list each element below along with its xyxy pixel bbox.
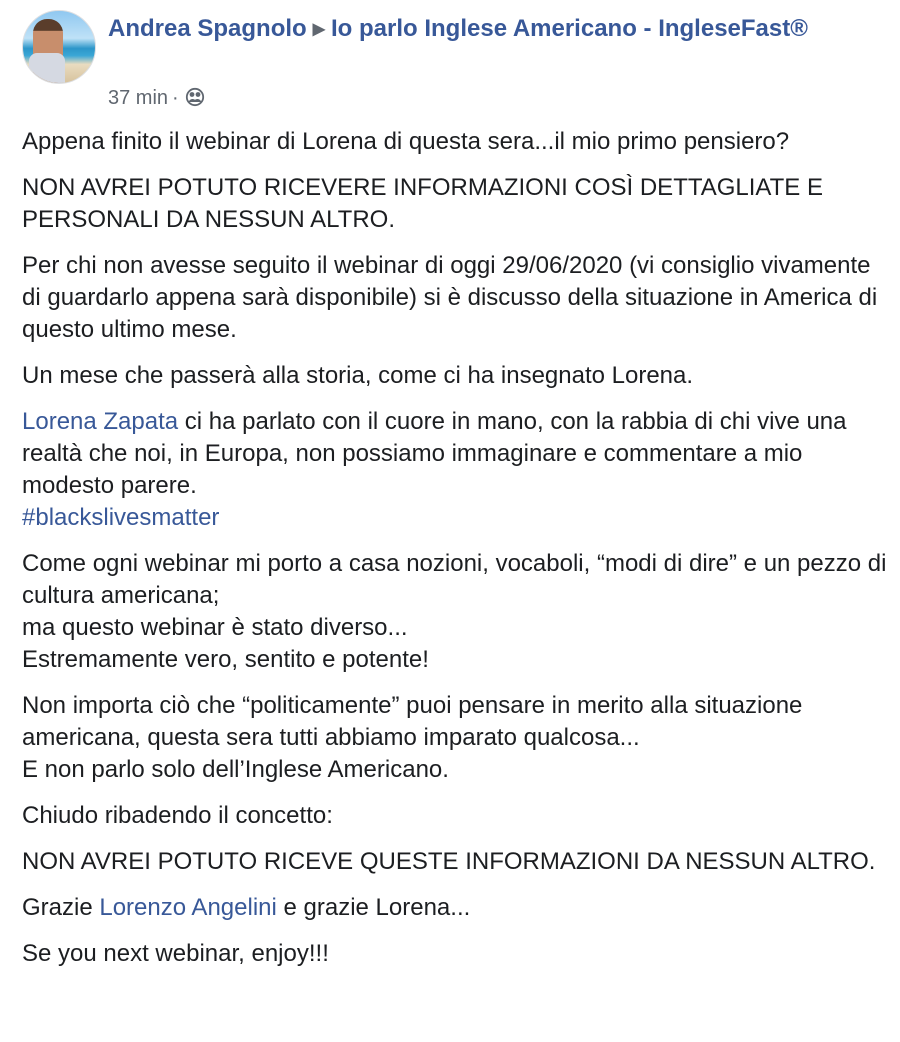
meta-separator: ·: [172, 87, 179, 109]
paragraph-2: NON AVREI POTUTO RICEVERE INFORMAZIONI COSÌ DETTAGLIATE E PERSONALI DA NESSUN ALTRO.: [22, 174, 823, 233]
paragraph-5: [22, 406, 892, 534]
author-name-link[interactable]: Andrea Spagnolo: [108, 15, 307, 42]
post-title: [108, 12, 888, 47]
paragraph-6-line-2: ma questo webinar è stato diverso...: [22, 614, 408, 641]
group-name-link[interactable]: Io parlo Inglese Americano - IngleseFast®: [331, 15, 808, 42]
paragraph-4: Un mese che passerà alla storia, come ci ha insegnato Lorena.: [22, 362, 694, 389]
post-body: [22, 126, 892, 984]
post-timestamp[interactable]: 37 min: [108, 87, 169, 109]
post-header: [22, 8, 892, 118]
mention-lorena-zapata[interactable]: Lorena Zapata: [22, 408, 179, 435]
triangle-right-icon: ▶: [312, 21, 325, 38]
paragraph-8: Chiudo ribadendo il concetto:: [22, 802, 333, 829]
globe-icon[interactable]: [185, 87, 205, 107]
paragraph-10-post: e grazie Lorena...: [276, 894, 471, 921]
paragraph-1: Appena finito il webinar di Lorena di questa sera...il mio primo pensiero?: [22, 128, 790, 155]
paragraph-9: NON AVREI POTUTO RICEVE QUESTE INFORMAZIONI DA NESSUN ALTRO.: [22, 848, 876, 875]
paragraph-10: [22, 892, 892, 924]
paragraph-3: Per chi non avesse seguito il webinar di oggi 29/06/2020 (vi consiglio vivamente di guardarlo appena sarà disponibile) si è discusso della situazione in America di questo ultimo mese.: [22, 252, 878, 343]
paragraph-11: Se you next webinar, enjoy!!!: [22, 940, 329, 967]
paragraph-7-line-2: E non parlo solo dell’Inglese Americano.: [22, 756, 449, 783]
hashtag-link[interactable]: #blackslivesmatter: [22, 504, 220, 531]
avatar[interactable]: [22, 10, 96, 84]
paragraph-6: [22, 548, 892, 676]
avatar-shirt: [29, 53, 65, 84]
paragraph-7: [22, 690, 892, 786]
paragraph-5-text: ci ha parlato con il cuore in mano, con la rabbia di chi vive una realtà che noi, in Europa, non possiamo immaginare e commentare a mio modesto parere.: [22, 408, 847, 499]
post-meta: [108, 86, 205, 110]
paragraph-7-line-1: Non importa ciò che “politicamente” puoi pensare in merito alla situazione americana, questa sera tutti abbiamo imparato qualcosa...: [22, 692, 803, 751]
paragraph-10-pre: Grazie: [22, 894, 100, 921]
mention-lorenzo-angelini[interactable]: Lorenzo Angelini: [99, 894, 277, 921]
paragraph-6-line-1: Come ogni webinar mi porto a casa nozioni, vocaboli, “modi di dire” e un pezzo di cultura americana;: [22, 550, 887, 609]
paragraph-6-line-3: Estremamente vero, sentito e potente!: [22, 646, 429, 673]
